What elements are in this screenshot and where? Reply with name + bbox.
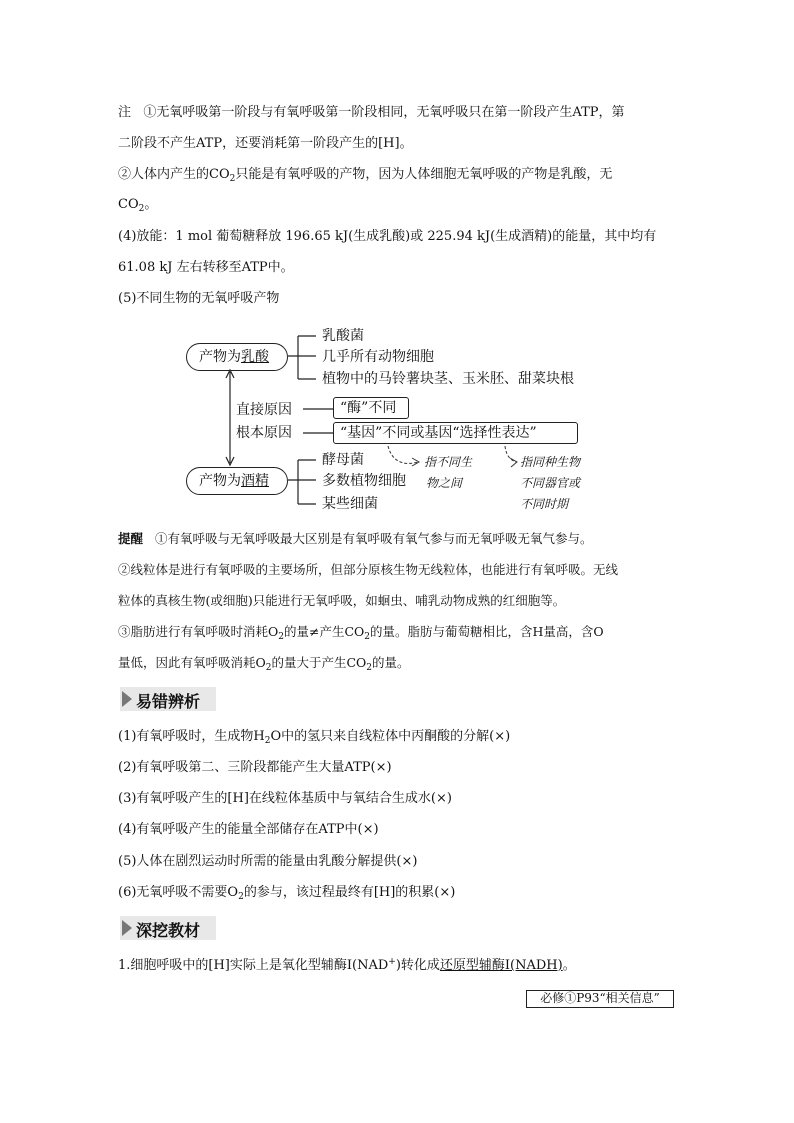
superscript: + [388,957,396,967]
tip-text: 的量大于产生CO [271,655,367,670]
tip-text: 的量。 [372,655,410,670]
tip-line-4 [118,623,604,641]
diagram-label: 产物为 [199,349,241,365]
item-text: 。 [562,958,576,973]
section-header-textbook [120,916,680,940]
subscript: 2 [366,663,373,673]
alcohol-label: 酒精 [241,473,269,489]
alcohol-item-1: 酵母菌 [322,452,364,468]
subscript: 2 [138,204,145,214]
alcohol-item-3: 某些细菌 [322,496,378,512]
item-text: O中的氢只来自线粒体中丙酮酸的分解(×) [270,729,511,744]
alcohol-item-2: 多数植物细胞 [322,473,406,489]
note-text: CO [118,197,139,212]
note-text: ②人体内产生的CO [118,167,230,182]
textbook-reference: 必修①P93“相关信息” [526,990,674,1008]
lactic-item-2: 几乎所有动物细胞 [322,349,434,365]
triangle-icon [122,920,132,936]
subscript: 2 [238,892,244,902]
item-text: (6)无氧呼吸不需要O [118,885,239,900]
gene-box [333,422,578,444]
subscript: 2 [264,736,271,746]
lactic-acid-box [186,343,288,371]
mistake-item-5: (5)人体在剧烈运动时所需的能量由乳酸分解提供(×) [118,854,418,869]
note-label: 注 [118,105,132,120]
note-text: 。 [144,197,158,212]
section-title: 深挖教材 [136,921,201,940]
tip-label: 提醒 [118,531,144,546]
section-header-mistakes [120,687,680,711]
lactic-item-1: 乳酸菌 [322,328,364,344]
mistake-item-2: (2)有氧呼吸第二、三阶段都能产生大量ATP(×) [118,760,392,775]
mistake-item-4: (4)有氧呼吸产生的能量全部储存在ATP中(×) [118,822,379,837]
handwritten-note-2b: 不同器官或 [520,476,581,490]
energy-line-2: 61.08 kJ 左右转移至ATP中。 [118,260,294,275]
handwritten-note-2a: 指同种生物 [520,455,581,469]
note-text: 二阶段不产生ATP，还要消耗第一阶段产生的[H]。 [118,136,413,151]
subscript: 2 [265,663,272,673]
item-text: 1.细胞呼吸中的[H]实际上是氧化型辅酶Ⅰ(NAD [118,958,389,973]
tip-line-1 [118,530,592,548]
direct-cause-label: 直接原因 [236,402,292,418]
enzyme-text: “酶”不同 [340,400,397,416]
subscript: 2 [278,632,284,642]
textbook-line-1 [118,957,576,975]
handwritten-note-1a: 指不同生 [424,455,473,469]
tip-text: 的量。脂肪与葡萄糖相比，含H量高，含O [370,624,604,639]
triangle-icon [122,691,132,707]
underlined-term: 还原型辅酶Ⅰ(NADH) [439,958,563,973]
handwritten-note-1b: 物之间 [426,476,463,490]
lactic-item-3: 植物中的马铃薯块茎、玉米胚、甜菜块根 [322,371,574,387]
tip-text: 的量≠产生CO [283,624,365,639]
note-text: 只能是有氧呼吸的产物，因为人体细胞无氧呼吸的产物是乳酸，无 [235,167,613,182]
tip-text: ③脂肪进行有氧呼吸时消耗O [118,624,279,639]
alcohol-box [186,467,288,495]
subscript: 2 [229,174,236,184]
section-title: 易错辨析 [136,692,201,711]
tip-line-2: ②线粒体是进行有氧呼吸的主要场所，但部分原核生物无线粒体，也能进行有氧呼吸。无线 [118,562,619,577]
mistake-item-6 [118,884,455,902]
handwritten-note-2c: 不同时期 [520,497,569,511]
item-text: 的参与，该过程最终有[H]的积累(×) [243,885,456,900]
energy-line-1: (4)放能：1 mol 葡萄糖释放 196.65 kJ(生成乳酸)或 225.94 kJ(生成酒精)的能量，其中均有 [118,229,657,244]
tip-text: ①有氧呼吸与无氧呼吸最大区别是有氧呼吸有氧气参与而无氧呼吸无氧气参与。 [154,531,593,546]
diagram-label: 产物为 [199,473,241,489]
tip-text: 量低，因此有氧呼吸消耗O [118,655,266,670]
root-cause-label: 根本原因 [236,425,292,441]
tip-line-3: 粒体的真核生物(或细胞)只能进行无氧呼吸，如蛔虫、哺乳动物成熟的红细胞等。 [118,593,566,608]
tip-line-5 [118,654,410,672]
mistake-item-3: (3)有氧呼吸产生的[H]在线粒体基质中与氧结合生成水(×) [118,791,452,806]
subscript: 2 [364,632,371,642]
products-heading: (5)不同生物的无氧呼吸产物 [118,291,280,306]
item-text: (1)有氧呼吸时，生成物H [118,729,265,744]
item-text: )转化成 [395,958,440,973]
mistake-item-1 [118,728,510,746]
enzyme-box [333,397,409,419]
gene-text: “基因”不同或基因“选择性表达” [340,425,537,441]
note-text: ①无氧呼吸第一阶段与有氧呼吸第一阶段相同，无氧呼吸只在第一阶段产生ATP，第 [143,105,625,120]
lactic-acid-label: 乳酸 [241,349,269,365]
